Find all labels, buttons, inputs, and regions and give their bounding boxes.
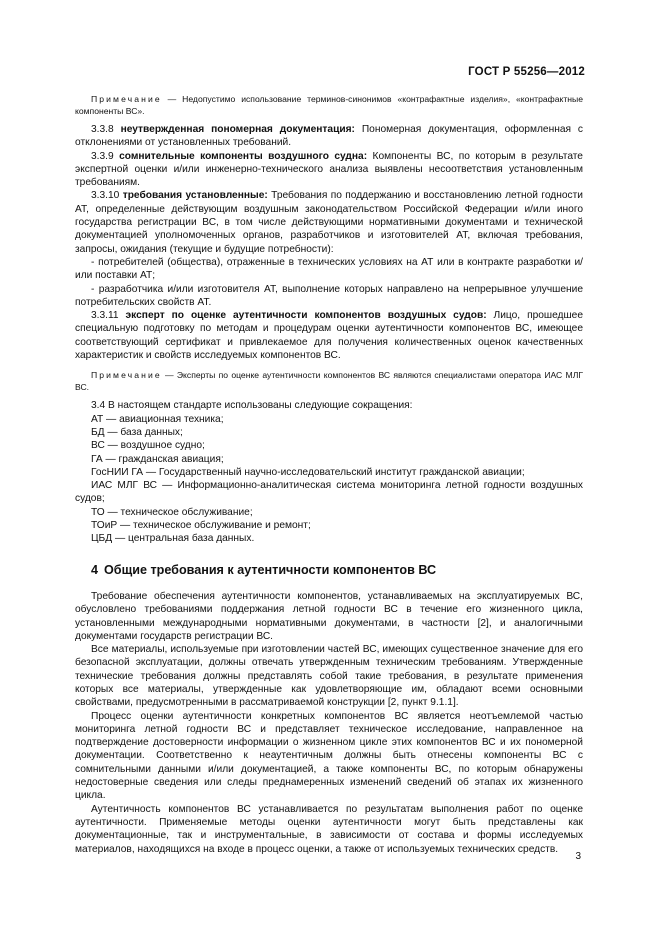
definition-text: Требования по поддержанию и восстановлению летной годности АТ, определенные действующим воздушным законодательством Российской Федерации и/или иного государства регистрации ВС, в том числе действующими нормативными документами и технической документацией уполномоченных органов, разработчиков и изготовителей АТ, включая требования, запросы, ожидания (текущие и будущие потребности): [75,190,583,255]
abbreviations-intro: 3.4 В настоящем стандарте использованы следующие сокращения: [91,400,413,412]
note-label: Примечание [91,370,162,381]
clause-number: 3.3.10 [91,190,120,202]
section-4-paragraph: Все материалы, используемые при изготовлении частей ВС, имеющих существенное значение для его безопасной эксплуатации, должны отвечать утвержденным техническим требованиям. Утвержденные технические требования должны представлять собой такие требования, в результате применения которых все материалы, утвержденные как удовлетворяющие им, обладают всеми основными свойствами, предусмотренными в рассматриваемой конструкции [2, пункт 9.1.1]. [75,644,583,709]
abbreviation-item: ВС — воздушное судно; [91,440,205,452]
definition-3-3-8 [75,123,583,150]
term: неутвержденная пономерная документация: [120,124,355,135]
bullet-item: - разработчика и/или изготовителя АТ, выполнение которых направлено на непрерывное улучшение потребительских свойств АТ. [75,283,583,308]
term: эксперт по оценке аутентичности компонентов воздушных судов: [125,310,487,322]
term: требования установленные: [122,190,268,202]
note-label: Примечание [91,94,162,104]
definition-3-3-9 [75,150,583,190]
term: сомнительные компоненты воздушного судна: [119,150,368,162]
document-id-header: ГОСТ Р 55256—2012 [468,66,585,78]
abbreviation-item: ГА — гражданская авиация; [91,453,224,465]
abbreviation-item: ГосНИИ ГА — Государственный научно-исследовательский институт гражданской авиации; [91,466,525,478]
abbreviation-item: ТО — техническое обслуживание; [91,506,253,518]
section-4-paragraph: Процесс оценки аутентичности конкретных компонентов ВС является неотъемлемой частью мониторинга летной годности ВС и представляет техническое исследование, направленное на подтверждение достоверности информации о жизненном цикле этих компонентов ВС и их пономерной документации. Соответственно к неаутентичным должны быть отнесены компоненты ВС с сомнительными данными и/или документацией, а также компоненты ВС, по которым обнаружены недостоверные сведения или следы преднамеренных изменений сведений об этапах их жизненного цикла. [75,710,583,802]
bullet-item: - потребителей (общества), отраженные в технических условиях на АТ или в контракте разработки и/или поставки АТ; [75,256,583,282]
section-4-paragraph: Аутентичность компонентов ВС устанавливается по результатам выполнения работ по оценке аутентичности. Применяемые методы оценки аутентичности могут быть представлены как документационные, так и инструментальные, в зависимости от состава и формы исследуемых материалов, находящихся на входе в процесс оценки, а также от используемых технических средств. [75,803,583,855]
clause-number: 3.3.8 [91,124,114,135]
page-content [75,92,583,856]
section-title: Общие требования к аутентичности компонентов ВС [104,562,437,577]
note-text: — Недопустимо использование терминов-синонимов «контрафактные изделия», «контрафактные компоненты ВС». [75,94,583,116]
definition-3-3-10 [75,189,583,255]
clause-number: 3.3.11 [91,310,119,322]
section-number: 4 [91,562,99,577]
note-1 [75,93,583,117]
note-text: — Эксперты по оценке аутентичности компонентов ВС являются специалистами оператора ИАС МЛГ ВС. [75,370,583,393]
definition-text: Компоненты ВС, по которым в результате экспертной оценки и/или инженерно-технического анализа выявлены несоответствия установленным требованиям. [75,150,583,189]
note-2 [75,369,583,393]
abbreviation-item: ИАС МЛГ ВС — Информационно-аналитическая система мониторинга летной годности воздушных судов; [75,480,583,505]
definition-text: Лицо, прошедшее специальную подготовку по методам и процедурам оценки аутентичности компонентов ВС, имеющее соответствующий сертификат и привлекаемое для получения количественных оценок качественных характеристик и свойств исследуемых компонентов ВС. [75,310,583,362]
section-4-heading [75,564,583,577]
section-4-paragraph: Требование обеспечения аутентичности компонентов, устанавливаемых на эксплуатируемых ВС, обусловлено требованиями поддержания летной годности ВС в течение его жизненного цикла, установленными международными нормативными документами, в частности [2], и аналогичными документами государств регистрации ВС. [75,590,583,642]
definition-text: Пономерная документация, оформленная с отклонениями от установленных требований. [75,124,583,149]
abbreviation-item: ТОиР — техническое обслуживание и ремонт; [91,520,311,532]
clause-number: 3.3.9 [91,150,114,162]
definition-3-3-11 [75,309,583,362]
page-number: 3 [575,851,581,862]
abbreviation-item: ЦБД — центральная база данных. [91,533,255,545]
abbreviation-item: АТ — авиационная техника; [91,413,224,425]
abbreviation-item: БД — база данных; [91,426,183,438]
